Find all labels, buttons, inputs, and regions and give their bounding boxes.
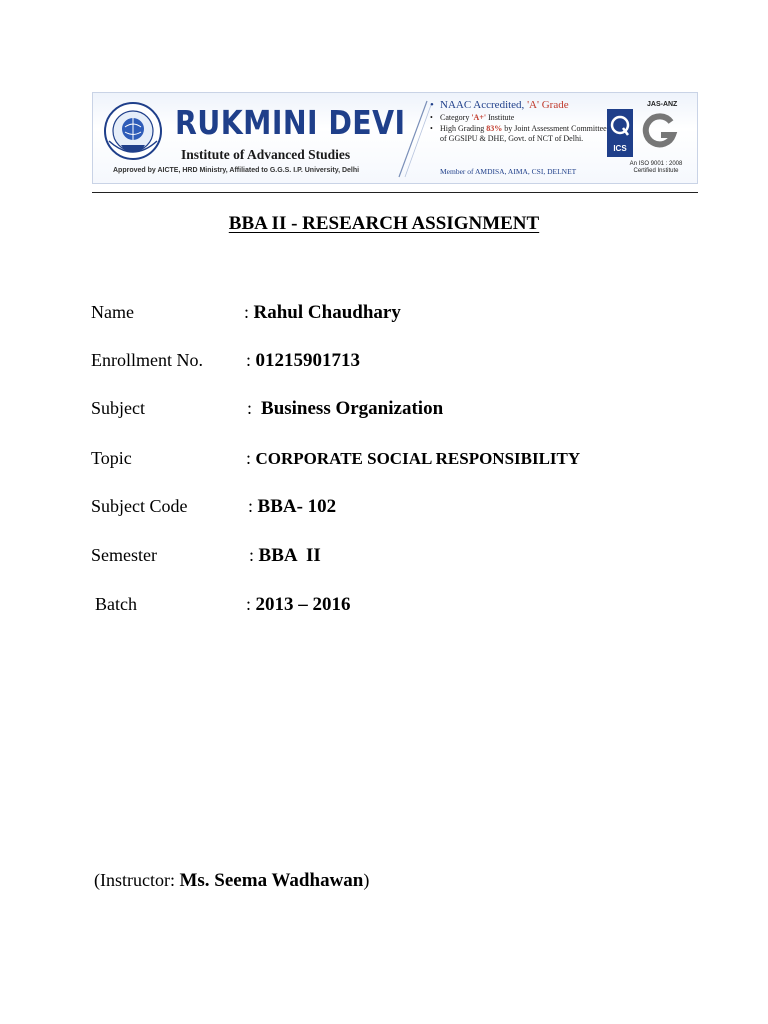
document-title: BBA II - RESEARCH ASSIGNMENT (228, 213, 540, 234)
field-enrollment (0, 350, 768, 376)
field-label: Enrollment No. (91, 350, 203, 370)
certification-block (607, 99, 693, 179)
field-label: Batch (95, 594, 137, 614)
field-topic (0, 448, 768, 474)
field-value: : CORPORATE SOCIAL RESPONSIBILITY (246, 448, 581, 468)
approval-line: Approved by AICTE, HRD Ministry, Affiliated to G.G.S. I.P. University, Delhi (113, 167, 360, 174)
svg-text:ICS: ICS (613, 144, 627, 153)
institute-name: RUKMINI DEVI (175, 103, 406, 142)
field-value: : 01215901713 (246, 350, 361, 371)
instructor-line: (Instructor: Ms. Seema Wadhawan) (94, 870, 370, 891)
grading-item: • High Grading 83% by Joint Assessment Committee of GGSIPU & DHE, Govt. of NCT of Delhi. (430, 124, 610, 144)
field-value: : BBA II (249, 545, 321, 566)
field-value: : Business Organization (247, 398, 444, 419)
field-value: : Rahul Chaudhary (244, 302, 401, 323)
field-value: : BBA- 102 (248, 496, 337, 517)
naac-item: • NAAC Accredited, 'A' Grade (430, 99, 610, 112)
banner-divider-rule (92, 192, 698, 193)
field-subject (0, 398, 768, 424)
accreditation-list (430, 99, 610, 145)
banner-divider (393, 99, 433, 179)
institute-banner (92, 92, 698, 184)
jas-anz-mark-icon (641, 113, 679, 151)
instructor-name: Ms. Seema Wadhawan (179, 870, 364, 891)
ics-logo-icon (607, 109, 633, 157)
field-batch (0, 594, 768, 620)
jas-anz-label: JAS-ANZ (647, 101, 678, 108)
field-value: : 2013 – 2016 (246, 594, 351, 615)
field-label: Topic (91, 448, 132, 468)
field-label: Subject (91, 398, 145, 418)
field-label: Name (91, 302, 134, 322)
field-label: Subject Code (91, 496, 188, 516)
iso-certification: An ISO 9001 : 2008 Certified Institute (629, 161, 683, 174)
field-semester (0, 545, 768, 571)
institute-subtitle: Institute of Advanced Studies (181, 147, 351, 162)
field-subject-code (0, 496, 768, 522)
institute-emblem-icon (103, 101, 163, 163)
category-item: • Category 'A+' Institute (430, 113, 610, 123)
field-label: Semester (91, 545, 157, 565)
field-name (0, 302, 768, 328)
membership-line: Member of AMDISA, AIMA, CSI, DELNET (440, 167, 577, 176)
